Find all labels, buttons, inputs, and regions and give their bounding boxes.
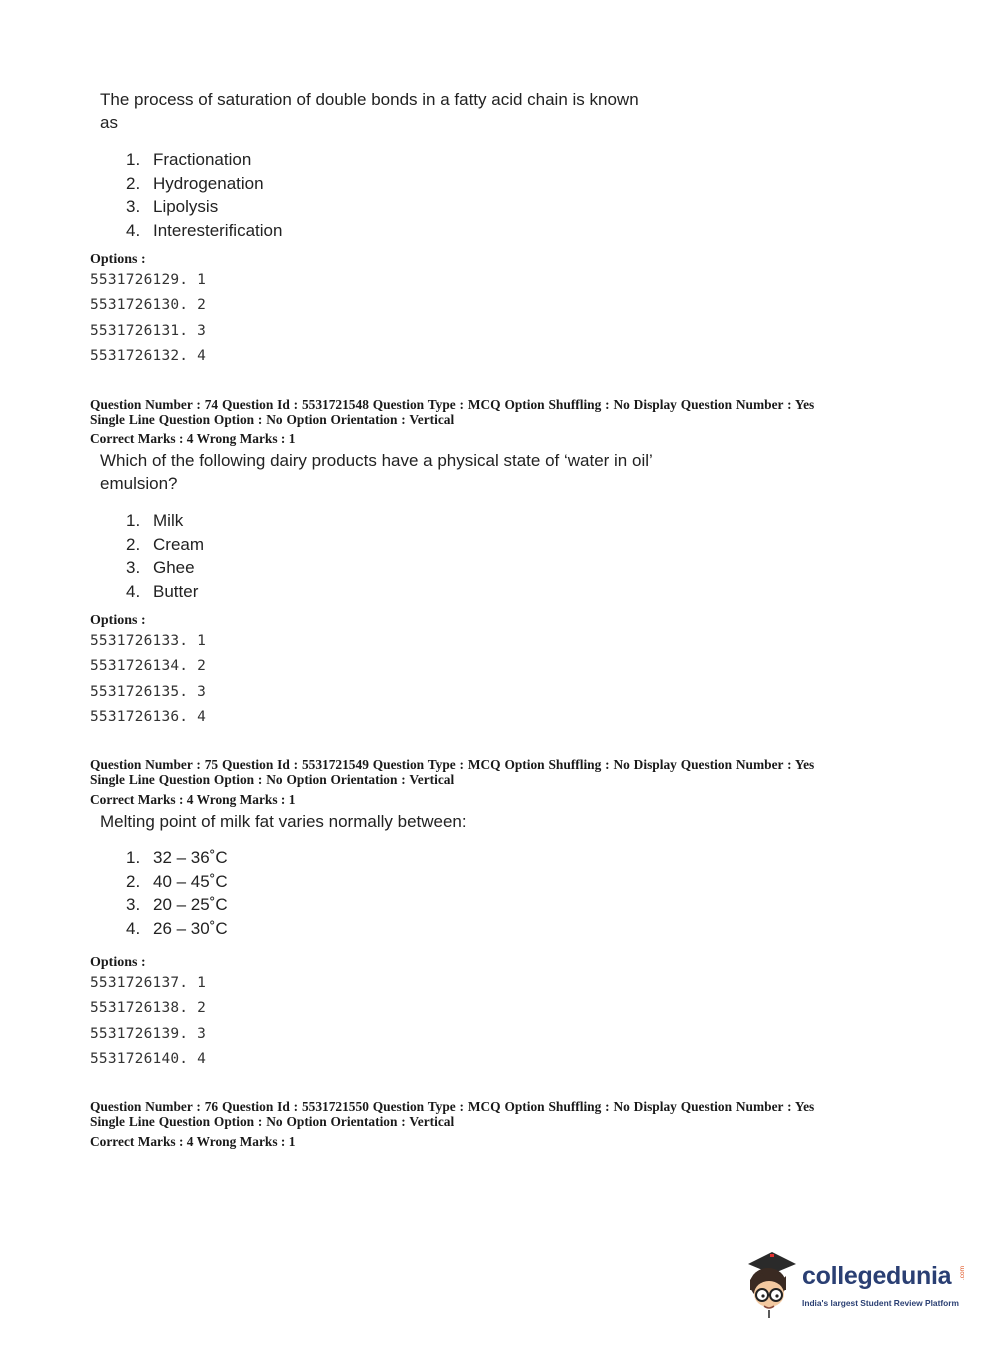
question-meta-line: Single Line Question Option : No Option Orientation : Vertical — [90, 771, 455, 787]
answer-choices — [126, 509, 204, 603]
question-meta — [90, 758, 890, 787]
choice-item: 3. 20 – 25˚C — [126, 895, 228, 914]
question-text: Melting point of milk fat varies normally between: — [100, 812, 467, 831]
options-label: Options : — [90, 955, 146, 970]
question-marks: Correct Marks : 4 Wrong Marks : 1 — [90, 1134, 296, 1149]
option-id: 5531726140. 4 — [90, 1050, 207, 1067]
question-meta-line: Question Number : 75 Question Id : 5531721549 Question Type : MCQ Option Shuffling : No Display Question Number : Yes — [90, 757, 815, 772]
question-meta-line: Single Line Question Option : No Option Orientation : Vertical — [90, 411, 455, 427]
mascot-icon — [742, 1250, 802, 1320]
question-marks: Correct Marks : 4 Wrong Marks : 1 — [90, 431, 296, 446]
question-meta — [90, 398, 890, 427]
option-id: 5531726138. 2 — [90, 1000, 207, 1017]
choice-item: 2. Cream — [126, 534, 205, 554]
choice-item: 2. Hydrogenation — [126, 173, 264, 193]
choice-item: 3. Ghee — [126, 558, 195, 577]
option-id: 5531726135. 3 — [90, 683, 207, 700]
option-id: 5531726134. 2 — [90, 658, 207, 675]
choice-item: 4. Interesterification — [126, 220, 283, 240]
collegedunia-logo — [742, 1250, 972, 1320]
option-id-list — [90, 268, 206, 369]
question-text: The process of saturation of double bonds in a fatty acid chain is known as — [100, 90, 639, 132]
choice-item: 1. Fractionation — [126, 150, 252, 169]
option-id: 5531726130. 2 — [90, 297, 207, 314]
choice-item: 1. Milk — [126, 511, 184, 530]
choice-item: 2. 40 – 45˚C — [126, 871, 228, 891]
answer-choices — [126, 846, 228, 940]
answer-choices — [126, 148, 282, 242]
option-id-list — [90, 971, 206, 1072]
question-marks: Correct Marks : 4 Wrong Marks : 1 — [90, 792, 296, 807]
options-label: Options : — [90, 613, 146, 628]
options-label: Options : — [90, 252, 146, 267]
logo-wordmark: collegedunia — [802, 1262, 952, 1290]
option-id: 5531726136. 4 — [90, 708, 207, 725]
option-id-list — [90, 629, 206, 730]
option-id: 5531726137. 1 — [90, 975, 207, 991]
question-meta — [90, 1100, 890, 1129]
option-id: 5531726131. 3 — [90, 322, 207, 339]
choice-item: 4. Butter — [126, 581, 199, 601]
option-id: 5531726133. 1 — [90, 633, 207, 649]
option-id: 5531726139. 3 — [90, 1025, 207, 1042]
question-meta-line: Single Line Question Option : No Option Orientation : Vertical — [90, 1113, 455, 1129]
question-text: Which of the following dairy products have a physical state of ‘water in oil’ emulsion? — [100, 451, 653, 493]
choice-item: 3. Lipolysis — [126, 197, 219, 216]
option-id: 5531726129. 1 — [90, 272, 207, 288]
choice-item: 1. 32 – 36˚C — [126, 848, 228, 867]
logo-tagline: India's largest Student Review Platform — [802, 1298, 959, 1308]
option-id: 5531726132. 4 — [90, 347, 207, 364]
question-meta-line: Question Number : 76 Question Id : 5531721550 Question Type : MCQ Option Shuffling : No Display Question Number : Yes — [90, 1099, 815, 1114]
logo-suffix: .com — [959, 1266, 966, 1281]
choice-item: 4. 26 – 30˚C — [126, 918, 228, 938]
question-meta-line: Question Number : 74 Question Id : 5531721548 Question Type : MCQ Option Shuffling : No Display Question Number : Yes — [90, 397, 815, 412]
